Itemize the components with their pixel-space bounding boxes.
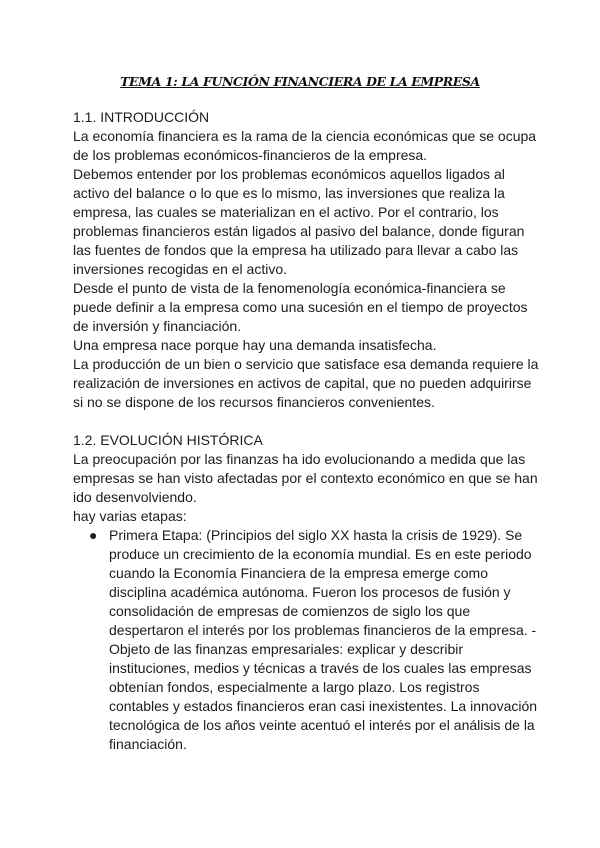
paragraph: La preocupación por las finanzas ha ido evolucionando a medida que las empresas se han visto afectadas por el contexto económico en que se han ido desenvolviendo.: [73, 451, 538, 505]
section-heading-introduccion: 1.1. INTRODUCCIÓN: [73, 109, 210, 125]
list-item-text: Primera Etapa: (Principios del siglo XX hasta la crisis de 1929). Se produce un crecimiento de la economía mundial. Es en este periodo cuando la Economía Financiera de la empresa emerge como disciplina académica autónoma. Fueron los procesos de fusión y consolidación de empresas de comienzos de siglo los que despertaron el interés por los problemas financieros de la empresa. - Objeto de las finanzas empresariales: explicar y describir instituciones, medios y técnicas a través de los cuales las empresas obtenían fondos, especialmente a largo plazo. Los registros contables y estados financieros eran casi inexistentes. La innovación tecnológica de los años veinte acentuó el interés por el análisis de la financiación.: [109, 527, 538, 752]
document-title: TEMA 1: LA FUNCIÓN FINANCIERA DE LA EMPRESA: [120, 74, 480, 89]
paragraph-spacer: [73, 412, 543, 431]
stages-list: [73, 526, 543, 754]
section-heading-evolucion-historica: 1.2. EVOLUCIÓN HISTÓRICA: [73, 432, 263, 448]
paragraph: hay varias etapas:: [73, 508, 187, 524]
paragraph: Debemos entender por los problemas económicos aquellos ligados al activo del balance o lo que es lo mismo, las inversiones que realiza la empresa, las cuales se materializan en el activo. Por el contrario, los problemas financieros están ligados al pasivo del balance, donde figuran las fuentes de fondos que la empresa ha utilizado para llevar a cabo las inversiones recogidas en el activo.: [73, 166, 525, 277]
document-body: [73, 108, 543, 754]
paragraph: La producción de un bien o servicio que satisface esa demanda requiere la realización de inversiones en activos de capital, que no pueden adquirirse si no se dispone de los recursos financieros convenientes.: [73, 356, 539, 410]
paragraph: Una empresa nace porque hay una demanda insatisfecha.: [73, 337, 437, 353]
list-item: [73, 526, 543, 754]
paragraph: Desde el punto de vista de la fenomenología económica-financiera se puede definir a la empresa como una sucesión en el tiempo de proyectos de inversión y financiación.: [73, 280, 528, 334]
bullet-icon: ●: [89, 527, 98, 543]
paragraph: La economía financiera es la rama de la ciencia económicas que se ocupa de los problemas económicos-financieros de la empresa.: [73, 128, 537, 163]
